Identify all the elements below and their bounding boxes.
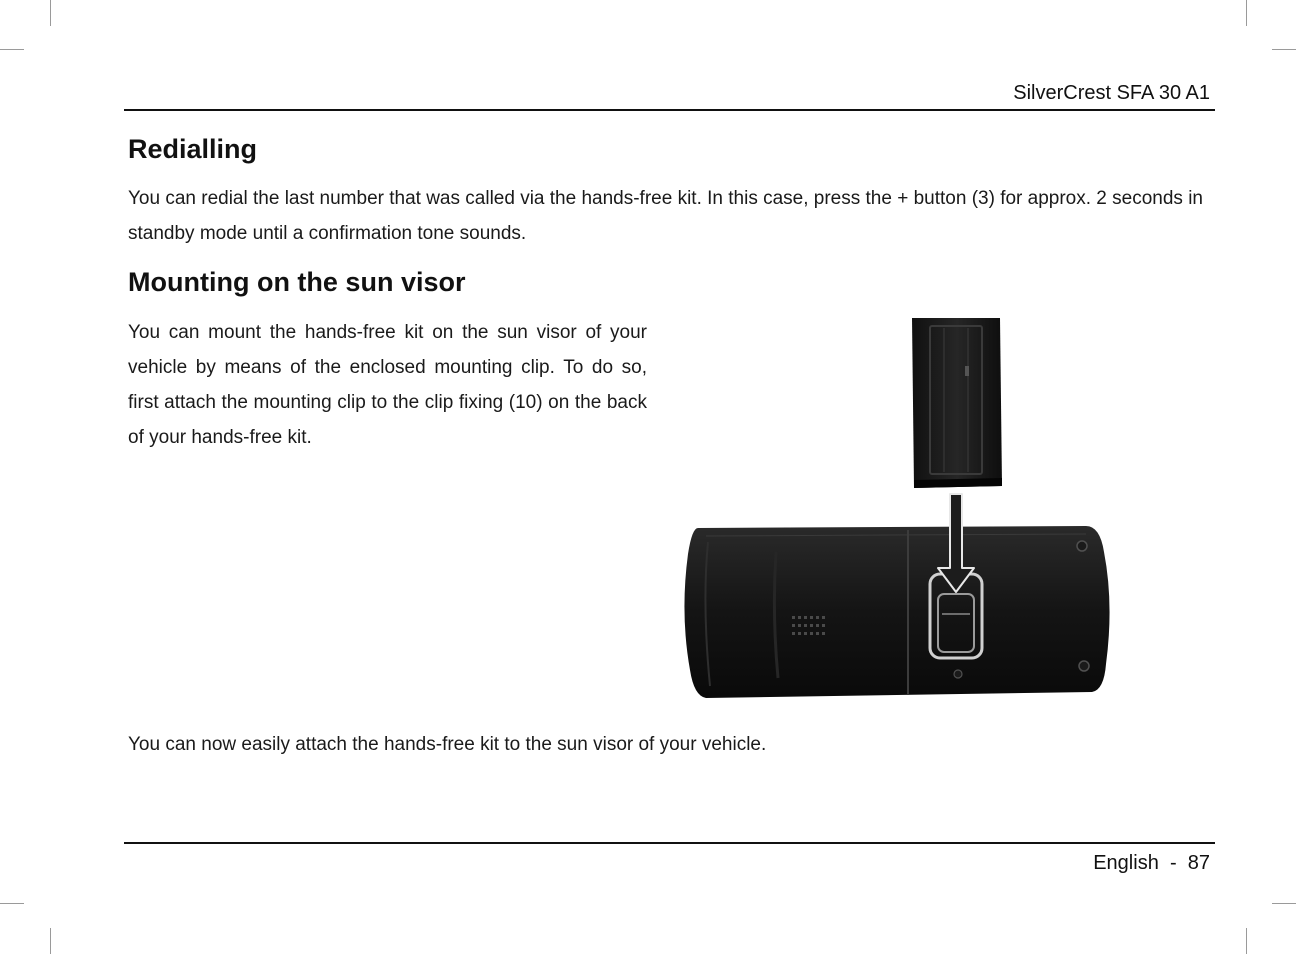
mounting-clip — [912, 318, 1002, 488]
crop-mark — [50, 928, 51, 954]
mounting-paragraph: You can mount the hands-free kit on the sun visor of your vehicle by means of the enclosed mounting clip. To do so, first attach the mounting clip to the clip fixing (10) on the back of your hands-free kit. — [128, 322, 647, 448]
section-heading-redialling: Redialling — [128, 134, 258, 164]
crop-mark — [1272, 49, 1296, 50]
footer-language: English — [1093, 852, 1159, 874]
crop-mark — [50, 0, 51, 26]
section-heading-mounting: Mounting on the sun visor — [128, 267, 466, 297]
running-header: SilverCrest SFA 30 A1 — [1013, 82, 1210, 104]
mounting-clip-illustration — [676, 314, 1120, 702]
page-footer — [1093, 852, 1210, 875]
footer-separator: - — [1169, 852, 1177, 874]
mounting-closing-paragraph: You can now easily attach the hands-free kit to the sun visor of your vehicle. — [128, 734, 767, 755]
crop-mark — [0, 903, 24, 904]
header-rule — [124, 109, 1215, 111]
crop-mark — [0, 49, 24, 50]
crop-mark — [1246, 928, 1247, 954]
hands-free-kit-body — [684, 526, 1109, 698]
crop-mark — [1272, 903, 1296, 904]
redialling-paragraph: You can redial the last number that was called via the hands-free kit. In this case, press the + button (3) for approx. 2 seconds in standby mode until a confirmation tone sounds. — [128, 188, 1203, 244]
crop-mark — [1246, 0, 1247, 26]
footer-rule — [124, 842, 1215, 844]
page-number: 87 — [1187, 852, 1210, 874]
